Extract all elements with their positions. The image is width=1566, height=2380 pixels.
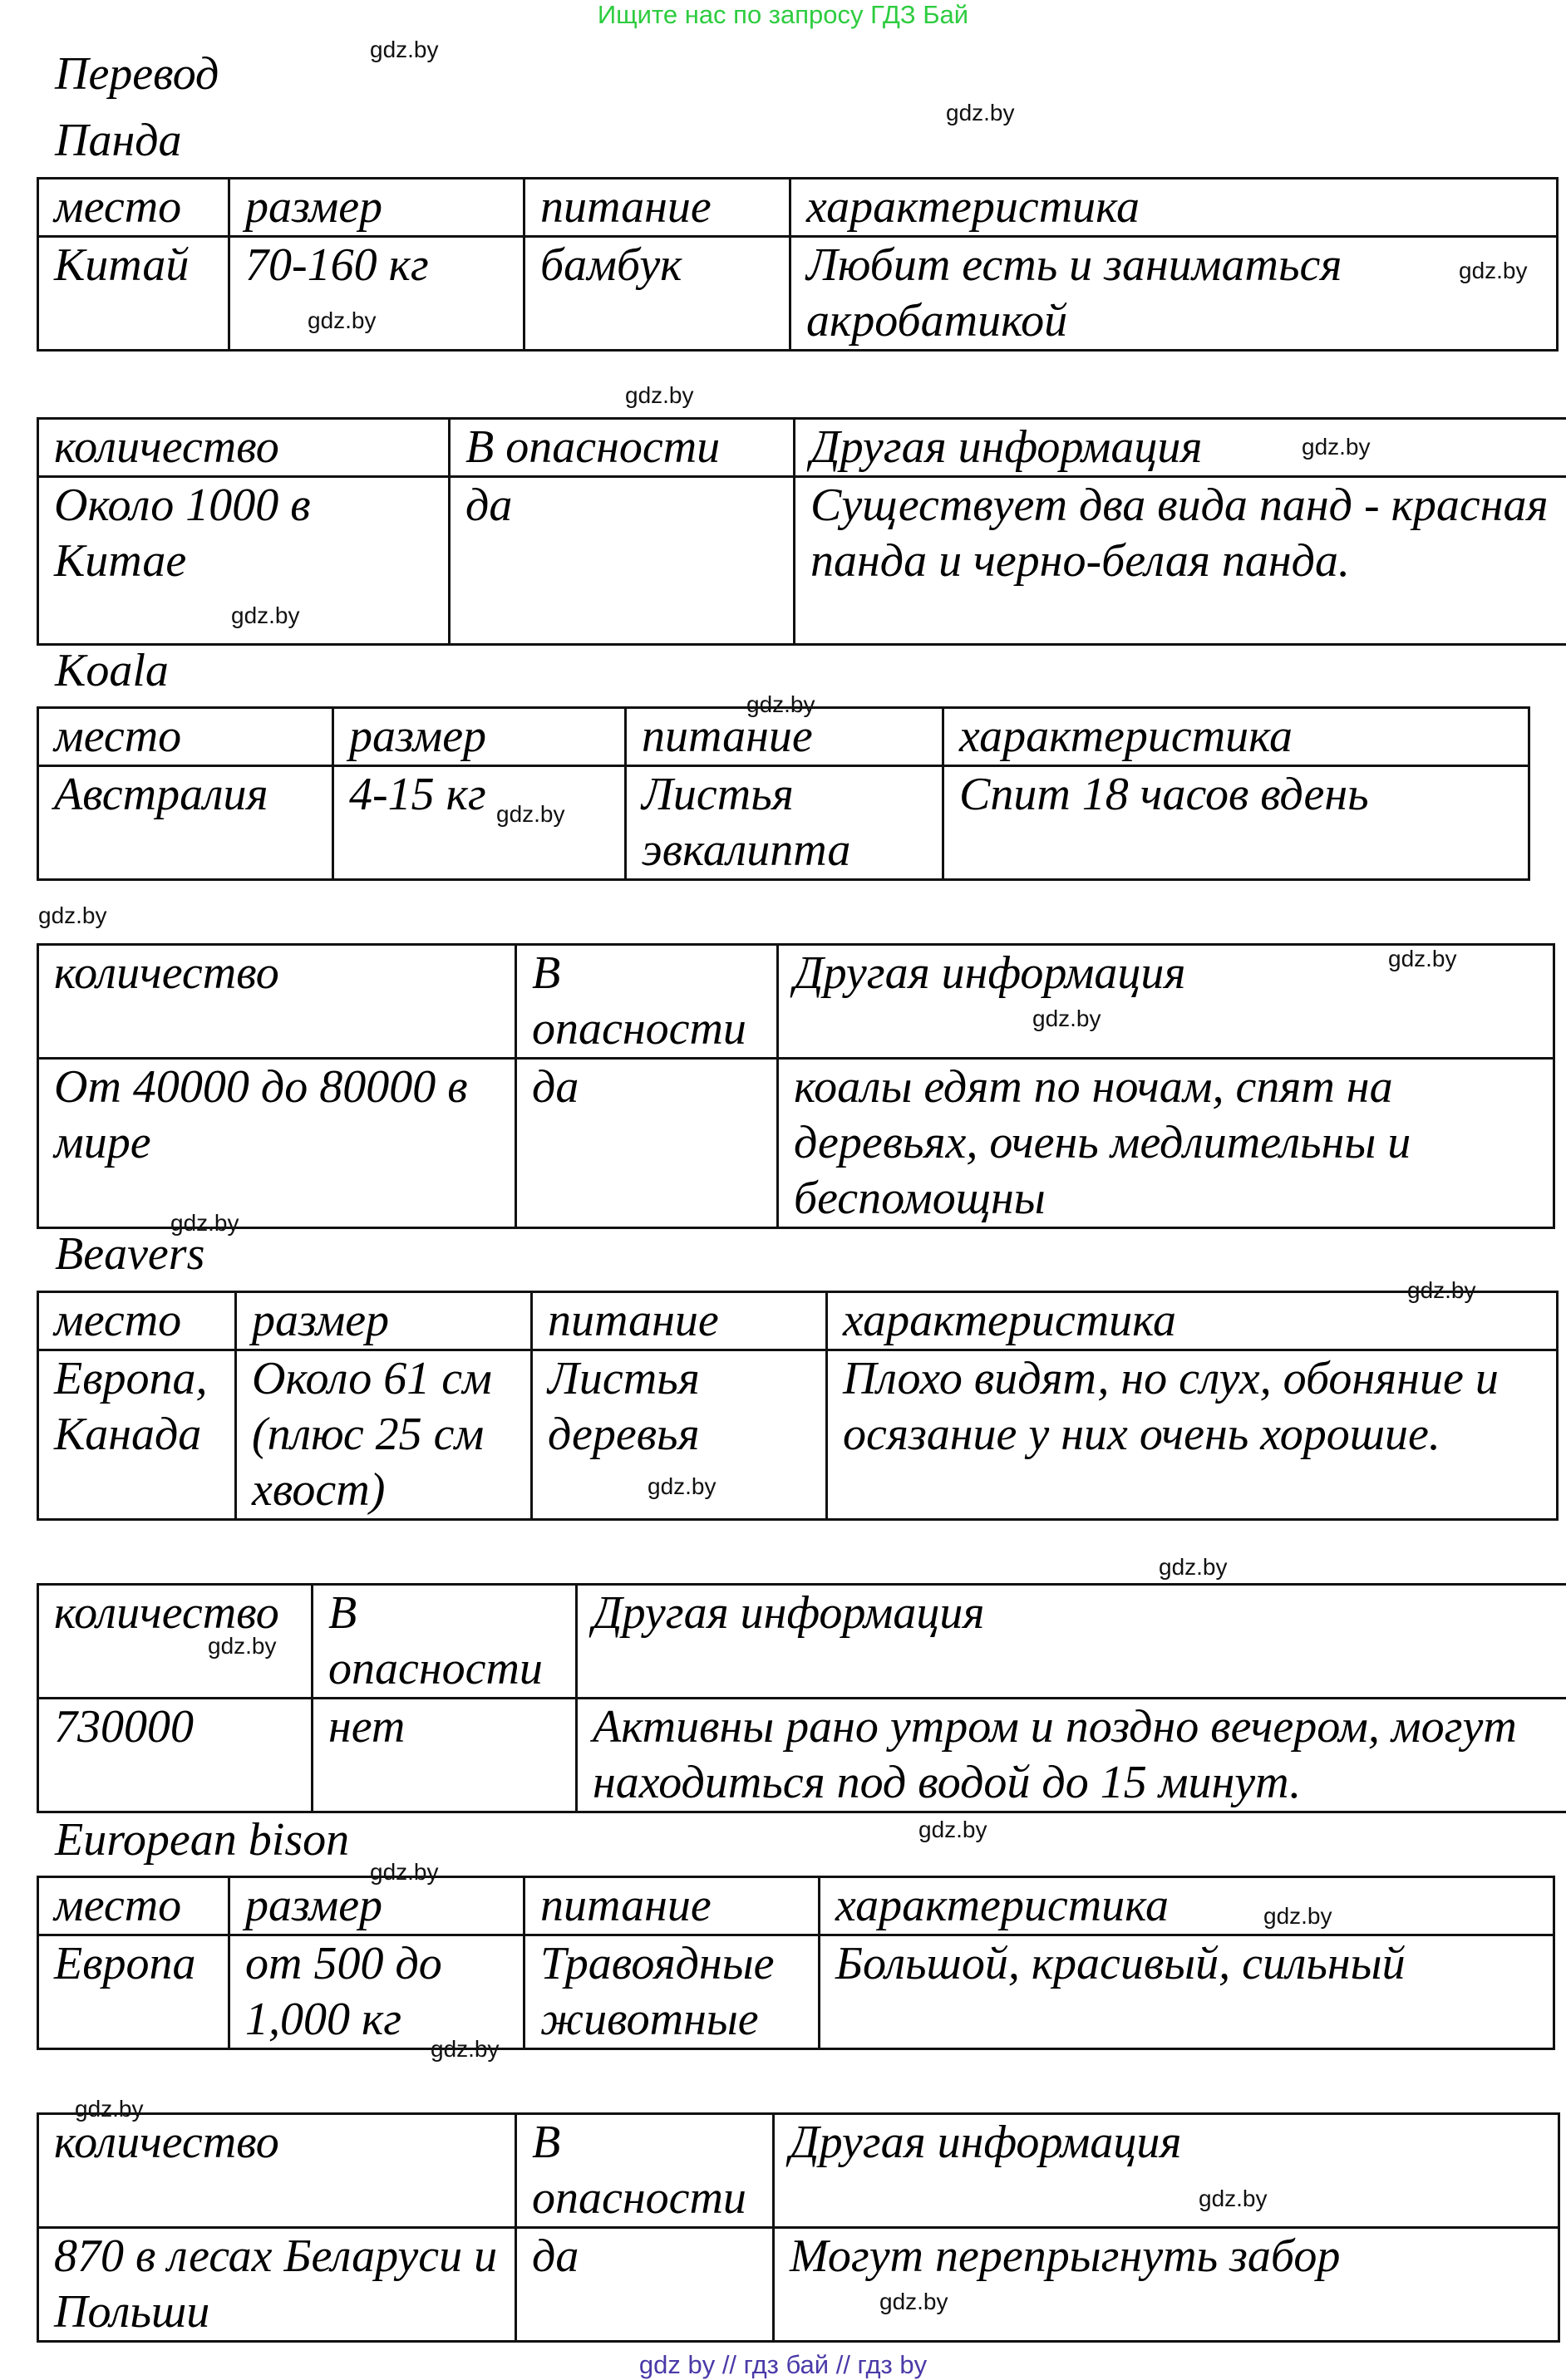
header-count: количество xyxy=(38,419,450,477)
watermark: gdz.by xyxy=(308,307,377,333)
panda-main-table xyxy=(37,177,1559,352)
bison-info-table xyxy=(37,2112,1560,2343)
header-size: размер xyxy=(333,708,626,766)
table-cell: 870 в лесах Беларуси и Польши xyxy=(38,2228,516,2342)
header-count: количество xyxy=(38,1585,313,1699)
table-cell: Активны рано утром и поздно вечером, могут находиться под водой до 15 минут. xyxy=(577,1699,1566,1812)
header-count: количество xyxy=(38,945,516,1059)
beavers-main-table xyxy=(37,1291,1559,1521)
header-place: место xyxy=(38,1877,229,1935)
watermark: gdz.by xyxy=(1032,1006,1101,1031)
table-cell: 730000 xyxy=(38,1699,313,1812)
watermark: gdz.by xyxy=(1459,258,1528,283)
table-cell: 4-15 кг xyxy=(333,766,626,880)
table-cell: от 500 до 1,000 кг xyxy=(229,1935,524,2049)
header-traits: характеристика xyxy=(820,1877,1554,1935)
table-cell: коалы едят по ночам, спят на деревьях, очень медлительны и беспомощны xyxy=(778,1059,1554,1228)
table-cell: Около 1000 в Китае xyxy=(38,477,450,645)
watermark: gdz.by xyxy=(431,2036,500,2062)
watermark: gdz.by xyxy=(170,1210,239,1236)
table-cell: Европа, Канада xyxy=(38,1350,236,1520)
table-cell: да xyxy=(450,477,795,645)
table-cell: Европа xyxy=(38,1935,229,2049)
header-other-info: Другая информация xyxy=(577,1585,1566,1699)
watermark: gdz.by xyxy=(1199,2186,1268,2211)
table-cell: От 40000 до 80000 в мире xyxy=(38,1059,516,1228)
watermark: gdz.by xyxy=(625,382,694,408)
watermark: gdz.by xyxy=(38,902,107,928)
page-title: Перевод xyxy=(55,48,219,100)
table-cell: да xyxy=(516,1059,778,1228)
table-cell: Листья эвкалипта xyxy=(626,766,943,880)
table-cell: Травоядные животные xyxy=(524,1935,820,2049)
table-cell: Спит 18 часов вдень xyxy=(943,766,1529,880)
header-food: питание xyxy=(524,179,790,237)
header-size: размер xyxy=(229,179,524,237)
watermark: gdz.by xyxy=(496,801,565,827)
watermark: gdz.by xyxy=(1302,434,1371,460)
header-size: размер xyxy=(229,1877,524,1935)
section-title-panda: Панда xyxy=(55,115,182,166)
koala-main-table xyxy=(37,706,1530,881)
search-banner: Ищите нас по запросу ГДЗ Бай xyxy=(597,0,969,29)
table-cell: Австралия xyxy=(38,766,333,880)
header-other-info: Другая информация xyxy=(774,2114,1559,2228)
watermark: gdz.by xyxy=(1263,1903,1332,1929)
table-cell: Могут перепрыгнуть забор xyxy=(774,2228,1559,2342)
beavers-info-table xyxy=(37,1583,1566,1813)
watermark: gdz.by xyxy=(946,100,1015,125)
watermark: gdz.by xyxy=(231,602,300,628)
header-endangered: В опасности xyxy=(516,2114,774,2228)
watermark: gdz.by xyxy=(1407,1277,1476,1303)
header-endangered: В опасности xyxy=(516,945,778,1059)
header-traits: характеристика xyxy=(790,179,1558,237)
header-place: место xyxy=(38,179,229,237)
header-size: размер xyxy=(236,1292,532,1350)
header-food: питание xyxy=(626,708,943,766)
header-other-info: Другая информация xyxy=(795,419,1566,477)
watermark: gdz.by xyxy=(746,691,815,717)
header-food: питание xyxy=(524,1877,820,1935)
watermark: gdz.by xyxy=(208,1633,277,1659)
header-count: количество xyxy=(38,2114,516,2228)
table-cell: да xyxy=(516,2228,774,2342)
header-endangered: В опасности xyxy=(450,419,795,477)
watermark: gdz.by xyxy=(879,2289,948,2314)
footer-links: gdz by // гдз бай // гдз by xyxy=(638,2350,928,2379)
watermark: gdz.by xyxy=(1388,946,1457,971)
section-title-koala: Koala xyxy=(55,645,169,696)
header-traits: характеристика xyxy=(827,1292,1558,1350)
table-cell: Около 61 см (плюс 25 см хвост) xyxy=(236,1350,532,1520)
watermark: gdz.by xyxy=(648,1473,717,1499)
watermark: gdz.by xyxy=(370,1859,439,1885)
watermark: gdz.by xyxy=(1159,1554,1228,1580)
header-place: место xyxy=(38,1292,236,1350)
koala-info-table xyxy=(37,943,1555,1229)
watermark: gdz.by xyxy=(75,2096,144,2122)
table-cell: бамбук xyxy=(524,237,790,351)
section-title-beavers: Beavers xyxy=(55,1228,205,1280)
header-food: питание xyxy=(532,1292,827,1350)
header-endangered: В опасности xyxy=(313,1585,577,1699)
table-cell: Китай xyxy=(38,237,229,351)
header-other-info: Другая информация xyxy=(778,945,1554,1059)
watermark: gdz.by xyxy=(370,37,439,62)
table-cell: нет xyxy=(313,1699,577,1812)
watermark: gdz.by xyxy=(918,1817,987,1842)
table-cell: Любит есть и заниматься акробатикой xyxy=(790,237,1558,351)
header-place: место xyxy=(38,708,333,766)
table-cell: Листья деревья xyxy=(532,1350,827,1520)
header-traits: характеристика xyxy=(943,708,1529,766)
table-cell: Большой, красивый, сильный xyxy=(820,1935,1554,2049)
bison-main-table xyxy=(37,1876,1555,2050)
section-title-european-bison: European bison xyxy=(55,1814,350,1866)
table-cell: Существует два вида панд - красная панда и черно-белая панда. xyxy=(795,477,1566,645)
table-cell: 70-160 кг xyxy=(229,237,524,351)
table-cell: Плохо видят, но слух, обоняние и осязание у них очень хорошие. xyxy=(827,1350,1558,1520)
